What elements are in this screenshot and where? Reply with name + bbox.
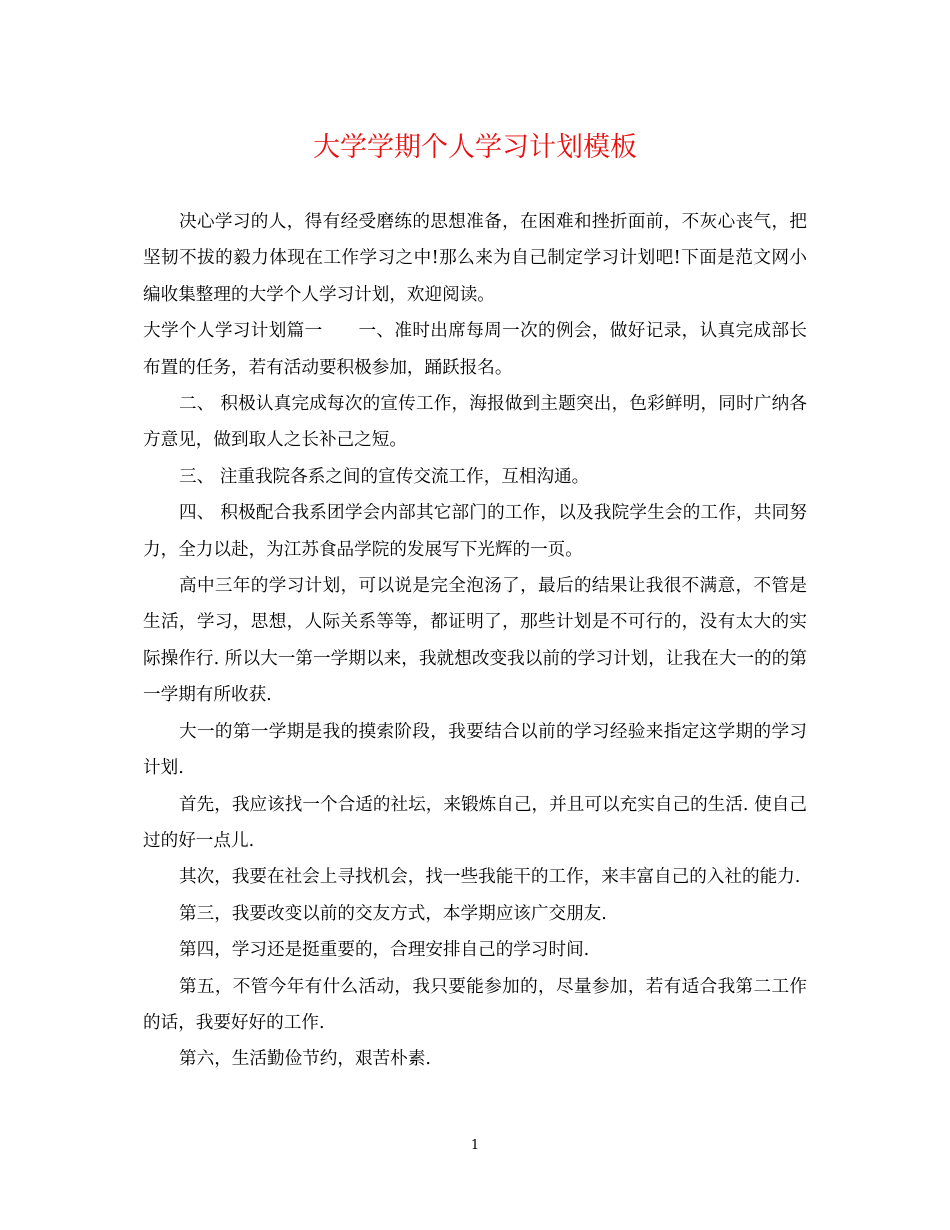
paragraph-second: 其次，我要在社会上寻找机会，找一些我能干的工作，来丰富自己的入社的能力. <box>179 867 801 888</box>
paragraph-fifth: 第五，不管今年有什么活动，我只要能参加的，尽量参加，若有适合我第二工作的话，我要好好的工作. <box>143 976 807 1033</box>
paragraph-plan-1-item-3: 三、 注重我院各系之间的宣传交流工作，互相沟通。 <box>179 466 590 487</box>
paragraph-first-semester: 大一的第一学期是我的摸索阶段，我要结合以前的学习经验来指定这学期的学习计划. <box>143 721 807 779</box>
document-title: 大学学期个人学习计划模板 <box>313 132 637 163</box>
paragraph-third: 第三，我要改变以前的交友方式，本学期应该广交朋友. <box>179 903 607 924</box>
paragraph-plan-1-item-1: 大学个人学习计划篇一 一、准时出席每周一次的例会，做好记录，认真完成部长布置的任务，若有活动要积极参加，踊跃报名。 <box>143 321 807 378</box>
paragraph-sixth: 第六，生活勤俭节约，艰苦朴素. <box>179 1049 431 1070</box>
paragraph-intro: 决心学习的人，得有经受磨练的思想准备，在困难和挫折面前，不灰心丧气，把坚韧不拔的毅力体现在工作学习之中!那么来为自己制定学习计划吧!下面是范文网小编收集整理的大学个人学习计划，欢迎阅读。 <box>143 212 807 305</box>
paragraph-fourth: 第四，学习还是挺重要的，合理安排自己的学习时间. <box>179 940 590 961</box>
document-body <box>143 204 807 1078</box>
page-number: 1 <box>470 1138 480 1153</box>
paragraph-plan-1-item-2: 二、 积极认真完成每次的宣传工作，海报做到主题突出，色彩鲜明，同时广纳各方意见，做到取人之长补己之短。 <box>143 394 807 451</box>
paragraph-plan-1-item-4: 四、 积极配合我系团学会内部其它部门的工作，以及我院学生会的工作，共同努力，全力以赴，为江苏食品学院的发展写下光辉的一页。 <box>143 503 807 560</box>
paragraph-first: 首先，我应该找一个合适的社坛，来锻炼自己，并且可以充实自己的生活. 使自己过的好一点儿. <box>143 794 807 851</box>
paragraph-high-school: 高中三年的学习计划，可以说是完全泡汤了，最后的结果让我很不满意，不管是生活，学习，思想，人际关系等等，都证明了，那些计划是不可行的，没有太大的实际操作行. 所以大一第一学期以来，我就想改变我以前的学习计划，让我在大一的的第一学期有所收获. <box>143 576 807 706</box>
